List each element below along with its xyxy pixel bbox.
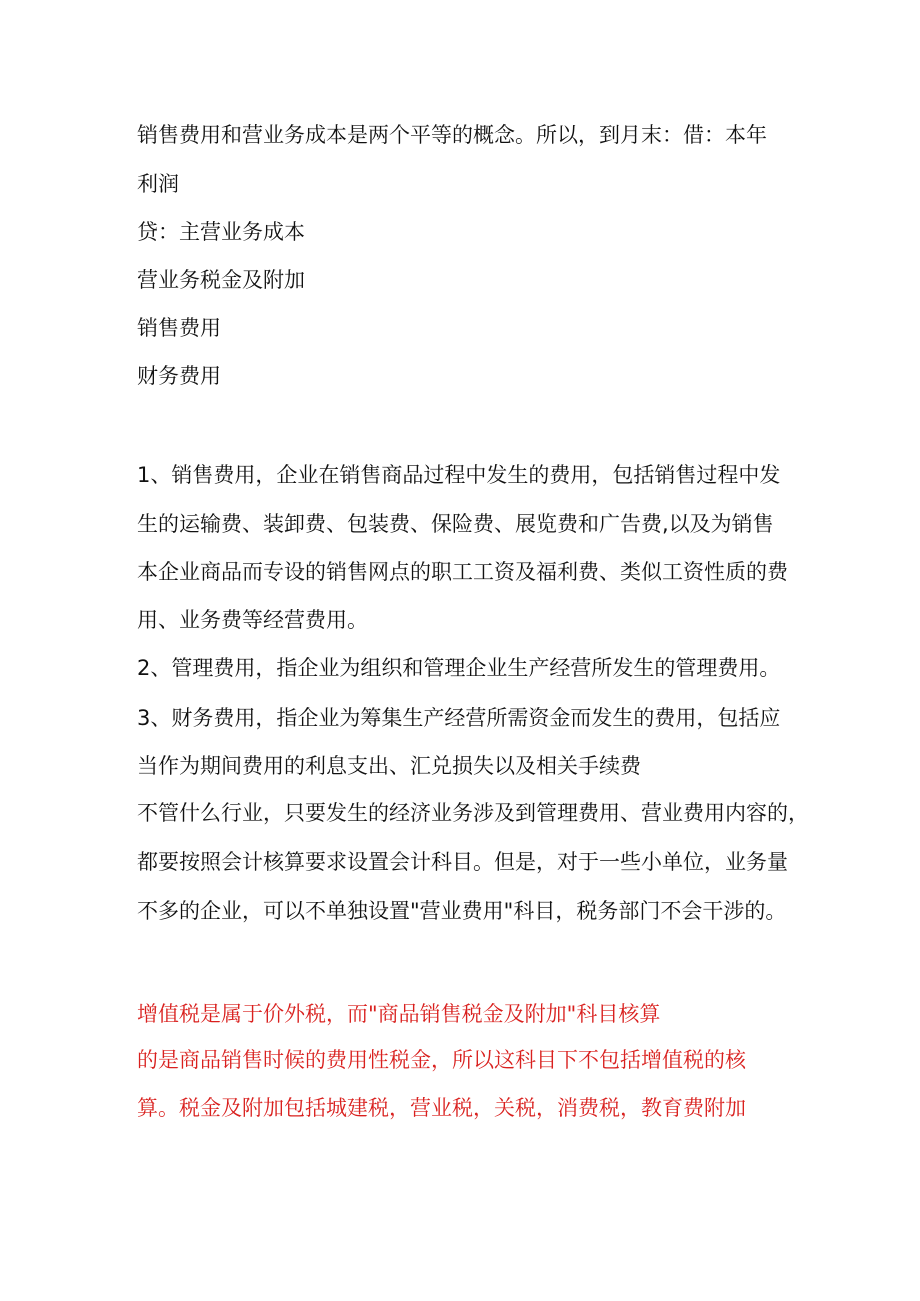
paragraph-line: 用、业务费等经营费用。 (137, 608, 368, 632)
paragraph-line: 销售费用 (137, 316, 221, 340)
highlight-paragraph-line: 算。税金及附加包括城建税，营业税，关税，消费税，教育费附加 (137, 1096, 746, 1120)
paragraph-line: 财务费用 (137, 364, 221, 388)
paragraph-line: 营业务税金及附加 (137, 268, 305, 292)
paragraph-line: 销售费用和营业务成本是两个平等的概念。所以，到月末：借：本年 (137, 123, 767, 147)
highlight-paragraph-line: 增值税是属于价外税，而"商品销售税金及附加"科目核算 (137, 1002, 661, 1026)
paragraph-line: 利润 (137, 172, 179, 196)
paragraph-line: 1、销售费用，企业在销售商品过程中发生的费用，包括销售过程中发 (137, 463, 781, 487)
paragraph-line: 不管什么行业，只要发生的经济业务涉及到管理费用、营业费用内容的， (137, 801, 809, 825)
paragraph-line: 当作为期间费用的利息支出、汇兑损失以及相关手续费 (137, 754, 641, 778)
paragraph-line: 2、管理费用，指企业为组织和管理企业生产经营所发生的管理费用。 (137, 656, 781, 680)
paragraph-line: 贷：主营业务成本 (137, 220, 305, 244)
paragraph-line: 本企业商品而专设的销售网点的职工工资及福利费、类似工资性质的费 (137, 560, 788, 584)
paragraph-line: 都要按照会计核算要求设置会计科目。但是，对于一些小单位，业务量 (137, 850, 788, 874)
paragraph-line: 不多的企业，可以不单独设置"营业费用"科目，税务部门不会干涉的。 (137, 899, 787, 923)
paragraph-line: 生的运输费、装卸费、包装费、保险费、展览费和广告费,以及为销售 (137, 512, 774, 536)
highlight-paragraph-line: 的是商品销售时候的费用性税金，所以这科目下不包括增值税的核 (137, 1048, 746, 1072)
paragraph-line: 3、财务费用，指企业为筹集生产经营所需资金而发生的费用，包括应 (137, 706, 781, 730)
